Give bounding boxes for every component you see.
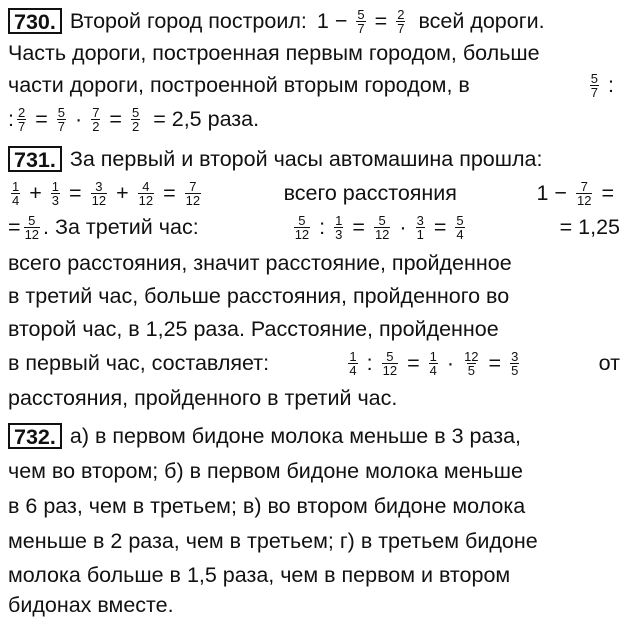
text: За первый и второй часы автомашина прошла: — [69, 147, 543, 171]
math-segment — [345, 348, 522, 378]
fraction: $\frac{2}{7}$ — [17, 104, 26, 134]
plus-sign: + — [29, 181, 42, 205]
fraction: $\frac{1}{3}$ — [51, 178, 60, 208]
number: 1 — [316, 9, 329, 33]
colon: : — [608, 73, 614, 97]
fraction: $\frac{1}{4}$ — [349, 348, 357, 378]
multiply-dot: · — [399, 215, 407, 239]
text: всей дороги. — [418, 9, 545, 33]
colon: : — [319, 215, 326, 239]
fraction: $\frac{12}{5}$ — [464, 348, 479, 378]
text: в 6 раз, чем в третьем; в) во втором бидоне молока — [8, 494, 526, 518]
fraction: $\frac{5}{12}$ — [374, 212, 390, 242]
text: всего расстояния — [283, 181, 457, 205]
fraction: $\frac{5}{12}$ — [24, 212, 40, 242]
text: Второй город построил: — [69, 9, 307, 33]
text: а) в первом бидоне молока меньше в 3 раза, — [69, 424, 522, 448]
text: меньше в 2 раза, чем в третьем; г) в третьем бидоне — [8, 529, 538, 553]
fraction: $\frac{5}{2}$ — [131, 104, 140, 134]
fraction: $\frac{7}{12}$ — [185, 178, 201, 208]
math-segment — [536, 178, 620, 208]
fraction: $\frac{7}{2}$ — [92, 104, 100, 134]
equals-sign: = — [8, 215, 21, 239]
problem-731-line-4 — [8, 248, 620, 278]
equals-sign: = — [35, 107, 48, 131]
math-segment — [8, 178, 204, 208]
equals-sign: = — [352, 215, 365, 239]
text: части дороги, построенной вторым городом, в — [8, 73, 470, 97]
text: от — [598, 351, 620, 375]
fraction: $\frac{5}{7}$ — [590, 70, 599, 100]
fraction: $\frac{2}{7}$ — [397, 6, 405, 36]
multiply-dot: · — [75, 107, 83, 131]
fraction: $\frac{3}{1}$ — [416, 212, 424, 242]
text: . За третий час: — [43, 215, 199, 239]
fraction: $\frac{5}{7}$ — [357, 6, 365, 36]
equals-sign: = — [407, 351, 420, 375]
equals-sign: = — [374, 9, 388, 33]
fraction: $\frac{5}{4}$ — [456, 212, 464, 242]
problem-732-line-4 — [8, 526, 620, 556]
problem-732-line-6 — [8, 590, 620, 620]
minus-sign: − — [334, 9, 348, 33]
text: молока больше в 1,5 раза, чем в первом и втором — [8, 563, 511, 587]
fraction: $\frac{1}{3}$ — [335, 212, 343, 242]
text: в третий час, больше расстояния, пройденного во — [8, 284, 510, 308]
math-segment — [587, 70, 620, 100]
fraction: $\frac{1}{4}$ — [12, 178, 20, 208]
equals-sign: = — [601, 181, 614, 205]
text: бидонах вместе. — [8, 593, 174, 617]
fraction: $\frac{3}{5}$ — [511, 348, 519, 378]
problem-731-line-7 — [8, 348, 620, 378]
fraction: $\frac{1}{4}$ — [429, 348, 437, 378]
problem-732-line-5 — [8, 560, 620, 590]
problem-number-732: 732. — [8, 423, 62, 449]
problem-732-line-3 — [8, 491, 620, 521]
fraction: $\frac{5}{12}$ — [382, 348, 398, 378]
equals-sign: = — [163, 181, 176, 205]
problem-730-line-1 — [8, 6, 620, 36]
minus-sign: − — [554, 181, 567, 205]
text: в первый час, составляет: — [8, 351, 270, 375]
problem-number-730: 730. — [8, 8, 62, 34]
math-segment — [291, 212, 468, 242]
text: = 1,25 — [559, 215, 620, 239]
text: Часть дороги, построенная первым городом, больше — [8, 41, 540, 65]
fraction: $\frac{3}{12}$ — [91, 178, 107, 208]
equals-sign: = — [69, 181, 82, 205]
text: второй час, в 1,25 раза. Расстояние, пройденное — [8, 317, 499, 341]
text: всего расстояния, значит расстояние, пройденное — [8, 251, 512, 275]
problem-number-731: 731. — [8, 146, 62, 172]
fraction: $\frac{5}{7}$ — [57, 104, 66, 134]
text: = 2,5 раза. — [153, 107, 260, 131]
problem-731-line-8 — [8, 383, 620, 413]
problem-730-line-3 — [8, 70, 620, 100]
text: расстояния, пройденного в третий час. — [8, 386, 398, 410]
text: чем во втором; б) в первом бидоне молока меньше — [8, 459, 523, 483]
equals-sign: = — [488, 351, 502, 375]
colon: : — [8, 107, 14, 131]
number: 1 — [536, 181, 549, 205]
problem-732-line-2 — [8, 456, 620, 486]
fraction: $\frac{4}{12}$ — [138, 178, 154, 208]
math-segment — [8, 212, 199, 242]
multiply-dot: · — [446, 351, 455, 375]
problem-731-line-1 — [8, 144, 620, 174]
plus-sign: + — [116, 181, 129, 205]
problem-732-line-1 — [8, 421, 620, 451]
fraction: $\frac{5}{12}$ — [294, 212, 310, 242]
problem-731-line-6 — [8, 314, 620, 344]
fraction: $\frac{7}{12}$ — [576, 178, 592, 208]
problem-730-line-2 — [8, 38, 620, 68]
equals-sign: = — [109, 107, 122, 131]
problem-731-line-5 — [8, 281, 620, 311]
equals-sign: = — [433, 215, 447, 239]
problem-730-line-4 — [8, 104, 620, 134]
problem-731-line-3 — [8, 212, 620, 242]
colon: : — [366, 351, 373, 375]
problem-731-line-2 — [8, 178, 620, 208]
